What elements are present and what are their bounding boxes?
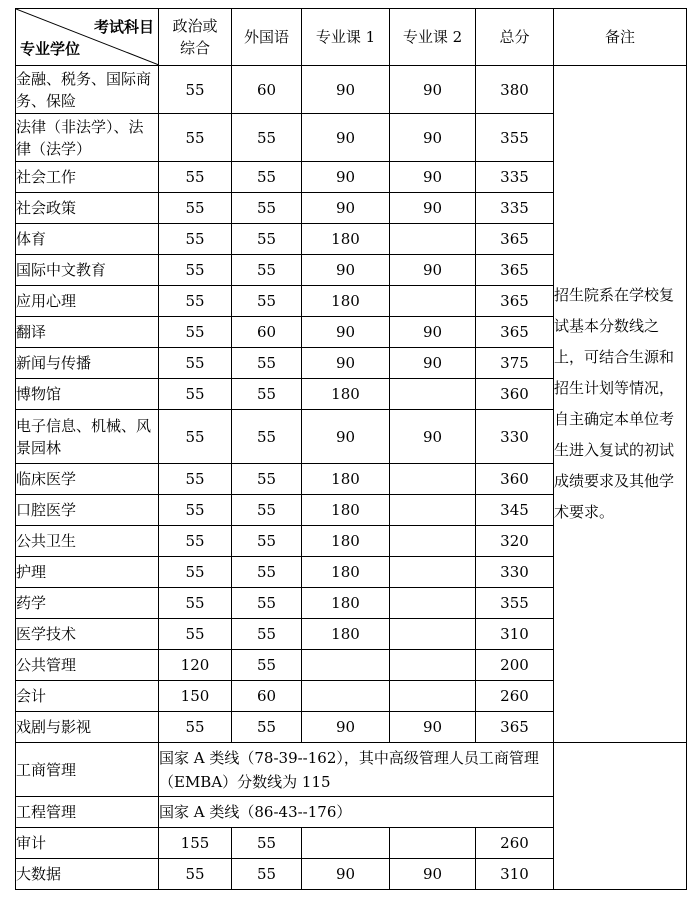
table-row [16, 743, 687, 797]
course2-score-cell [390, 828, 476, 859]
politics-score-cell: 55 [159, 224, 232, 255]
language-score-cell: 55 [232, 348, 302, 379]
course2-score-cell: 90 [390, 255, 476, 286]
major-name-cell: 博物馆 [16, 379, 159, 410]
total-score-cell: 380 [476, 66, 554, 114]
column-axis-label: 考试科目 [93, 18, 154, 36]
course2-score-cell [390, 526, 476, 557]
course1-score-cell: 180 [302, 464, 390, 495]
course2-score-cell: 90 [390, 859, 476, 890]
course1-score-cell: 90 [302, 255, 390, 286]
course1-score-cell: 90 [302, 317, 390, 348]
total-score-cell: 335 [476, 193, 554, 224]
course2-score-cell [390, 619, 476, 650]
politics-score-cell: 55 [159, 410, 232, 464]
language-score-cell: 55 [232, 410, 302, 464]
remark-empty-cell [554, 743, 687, 890]
major-name-cell: 会计 [16, 681, 159, 712]
course1-score-cell: 180 [302, 224, 390, 255]
politics-score-cell: 55 [159, 379, 232, 410]
total-score-cell: 330 [476, 410, 554, 464]
merged-note-cell: 国家 A 类线（86-43--176） [159, 797, 554, 828]
course1-score-cell [302, 828, 390, 859]
total-score-cell: 335 [476, 162, 554, 193]
course2-score-cell [390, 557, 476, 588]
politics-score-cell: 55 [159, 317, 232, 348]
major-name-cell: 大数据 [16, 859, 159, 890]
total-score-cell: 310 [476, 859, 554, 890]
politics-score-cell: 55 [159, 557, 232, 588]
language-score-cell: 55 [232, 114, 302, 162]
politics-score-cell: 55 [159, 286, 232, 317]
course1-score-cell: 90 [302, 859, 390, 890]
course2-score-cell: 90 [390, 410, 476, 464]
total-score-cell: 330 [476, 557, 554, 588]
total-score-cell: 260 [476, 681, 554, 712]
remark-cell: 招生院系在学校复试基本分数线之上，可结合生源和招生计划等情况，自主确定本单位考生进入复试的初试成绩要求及其他学术要求。 [554, 66, 687, 743]
language-score-cell: 60 [232, 681, 302, 712]
politics-score-cell: 55 [159, 114, 232, 162]
language-score-cell: 55 [232, 224, 302, 255]
course2-score-cell: 90 [390, 317, 476, 348]
language-score-cell: 55 [232, 193, 302, 224]
politics-score-cell: 55 [159, 588, 232, 619]
header-course2: 专业课 2 [390, 9, 476, 66]
major-name-cell: 审计 [16, 828, 159, 859]
course2-score-cell [390, 379, 476, 410]
major-name-cell: 国际中文教育 [16, 255, 159, 286]
politics-score-cell: 120 [159, 650, 232, 681]
language-score-cell: 55 [232, 712, 302, 743]
course1-score-cell: 180 [302, 619, 390, 650]
course1-score-cell [302, 650, 390, 681]
major-name-cell: 金融、税务、国际商务、保险 [16, 66, 159, 114]
major-name-cell: 社会工作 [16, 162, 159, 193]
major-name-cell: 社会政策 [16, 193, 159, 224]
language-score-cell: 55 [232, 650, 302, 681]
course2-score-cell [390, 588, 476, 619]
course2-score-cell [390, 224, 476, 255]
politics-score-cell: 55 [159, 193, 232, 224]
language-score-cell: 55 [232, 379, 302, 410]
total-score-cell: 365 [476, 286, 554, 317]
header-language: 外国语 [232, 9, 302, 66]
politics-score-cell: 55 [159, 348, 232, 379]
politics-score-cell: 55 [159, 255, 232, 286]
language-score-cell: 55 [232, 557, 302, 588]
major-name-cell: 药学 [16, 588, 159, 619]
course1-score-cell: 180 [302, 495, 390, 526]
major-name-cell: 体育 [16, 224, 159, 255]
course2-score-cell [390, 286, 476, 317]
course1-score-cell: 90 [302, 193, 390, 224]
major-name-cell: 翻译 [16, 317, 159, 348]
politics-score-cell: 155 [159, 828, 232, 859]
total-score-cell: 320 [476, 526, 554, 557]
major-name-cell: 新闻与传播 [16, 348, 159, 379]
header-remark: 备注 [554, 9, 687, 66]
course2-score-cell: 90 [390, 712, 476, 743]
politics-score-cell: 55 [159, 859, 232, 890]
language-score-cell: 55 [232, 859, 302, 890]
language-score-cell: 55 [232, 255, 302, 286]
language-score-cell: 55 [232, 495, 302, 526]
total-score-cell: 310 [476, 619, 554, 650]
total-score-cell: 360 [476, 379, 554, 410]
politics-score-cell: 55 [159, 162, 232, 193]
politics-score-cell: 55 [159, 712, 232, 743]
major-name-cell: 口腔医学 [16, 495, 159, 526]
major-name-cell: 电子信息、机械、风景园林 [16, 410, 159, 464]
major-name-cell: 护理 [16, 557, 159, 588]
total-score-cell: 260 [476, 828, 554, 859]
major-name-cell: 临床医学 [16, 464, 159, 495]
course1-score-cell: 90 [302, 410, 390, 464]
major-name-cell: 法律（非法学）、法律（法学） [16, 114, 159, 162]
total-score-cell: 345 [476, 495, 554, 526]
course1-score-cell: 90 [302, 162, 390, 193]
course1-score-cell: 90 [302, 712, 390, 743]
language-score-cell: 55 [232, 162, 302, 193]
course1-score-cell [302, 681, 390, 712]
major-name-cell: 应用心理 [16, 286, 159, 317]
course2-score-cell [390, 681, 476, 712]
score-table [15, 8, 687, 890]
total-score-cell: 375 [476, 348, 554, 379]
major-name-cell: 戏剧与影视 [16, 712, 159, 743]
header-politics: 政治或综合 [159, 9, 232, 66]
course2-score-cell: 90 [390, 162, 476, 193]
major-name-cell: 公共卫生 [16, 526, 159, 557]
header-total: 总分 [476, 9, 554, 66]
language-score-cell: 60 [232, 66, 302, 114]
course2-score-cell: 90 [390, 114, 476, 162]
politics-score-cell: 55 [159, 66, 232, 114]
course1-score-cell: 180 [302, 286, 390, 317]
politics-score-cell: 55 [159, 495, 232, 526]
total-score-cell: 355 [476, 114, 554, 162]
language-score-cell: 55 [232, 526, 302, 557]
total-score-cell: 365 [476, 224, 554, 255]
politics-score-cell: 55 [159, 526, 232, 557]
politics-score-cell: 55 [159, 464, 232, 495]
total-score-cell: 360 [476, 464, 554, 495]
major-name-cell: 公共管理 [16, 650, 159, 681]
language-score-cell: 55 [232, 828, 302, 859]
language-score-cell: 55 [232, 619, 302, 650]
merged-note-cell: 国家 A 类线（78-39--162），其中高级管理人员工商管理（EMBA）分数线为 115 [159, 743, 554, 797]
major-name-cell: 医学技术 [16, 619, 159, 650]
course2-score-cell: 90 [390, 66, 476, 114]
course1-score-cell: 180 [302, 526, 390, 557]
course2-score-cell: 90 [390, 348, 476, 379]
course1-score-cell: 90 [302, 348, 390, 379]
total-score-cell: 365 [476, 317, 554, 348]
header-row [16, 9, 687, 66]
table-row [16, 66, 687, 114]
header-course1: 专业课 1 [302, 9, 390, 66]
row-axis-label: 专业学位 [20, 40, 81, 58]
major-name-cell: 工程管理 [16, 797, 159, 828]
politics-score-cell: 55 [159, 619, 232, 650]
course2-score-cell [390, 464, 476, 495]
language-score-cell: 60 [232, 317, 302, 348]
major-name-cell: 工商管理 [16, 743, 159, 797]
total-score-cell: 365 [476, 712, 554, 743]
course2-score-cell [390, 650, 476, 681]
course1-score-cell: 90 [302, 66, 390, 114]
course2-score-cell [390, 495, 476, 526]
politics-score-cell: 150 [159, 681, 232, 712]
course1-score-cell: 90 [302, 114, 390, 162]
course1-score-cell: 180 [302, 379, 390, 410]
course1-score-cell: 180 [302, 557, 390, 588]
course1-score-cell: 180 [302, 588, 390, 619]
language-score-cell: 55 [232, 286, 302, 317]
total-score-cell: 365 [476, 255, 554, 286]
language-score-cell: 55 [232, 588, 302, 619]
language-score-cell: 55 [232, 464, 302, 495]
diagonal-header-cell [16, 9, 159, 66]
course2-score-cell: 90 [390, 193, 476, 224]
total-score-cell: 355 [476, 588, 554, 619]
total-score-cell: 200 [476, 650, 554, 681]
